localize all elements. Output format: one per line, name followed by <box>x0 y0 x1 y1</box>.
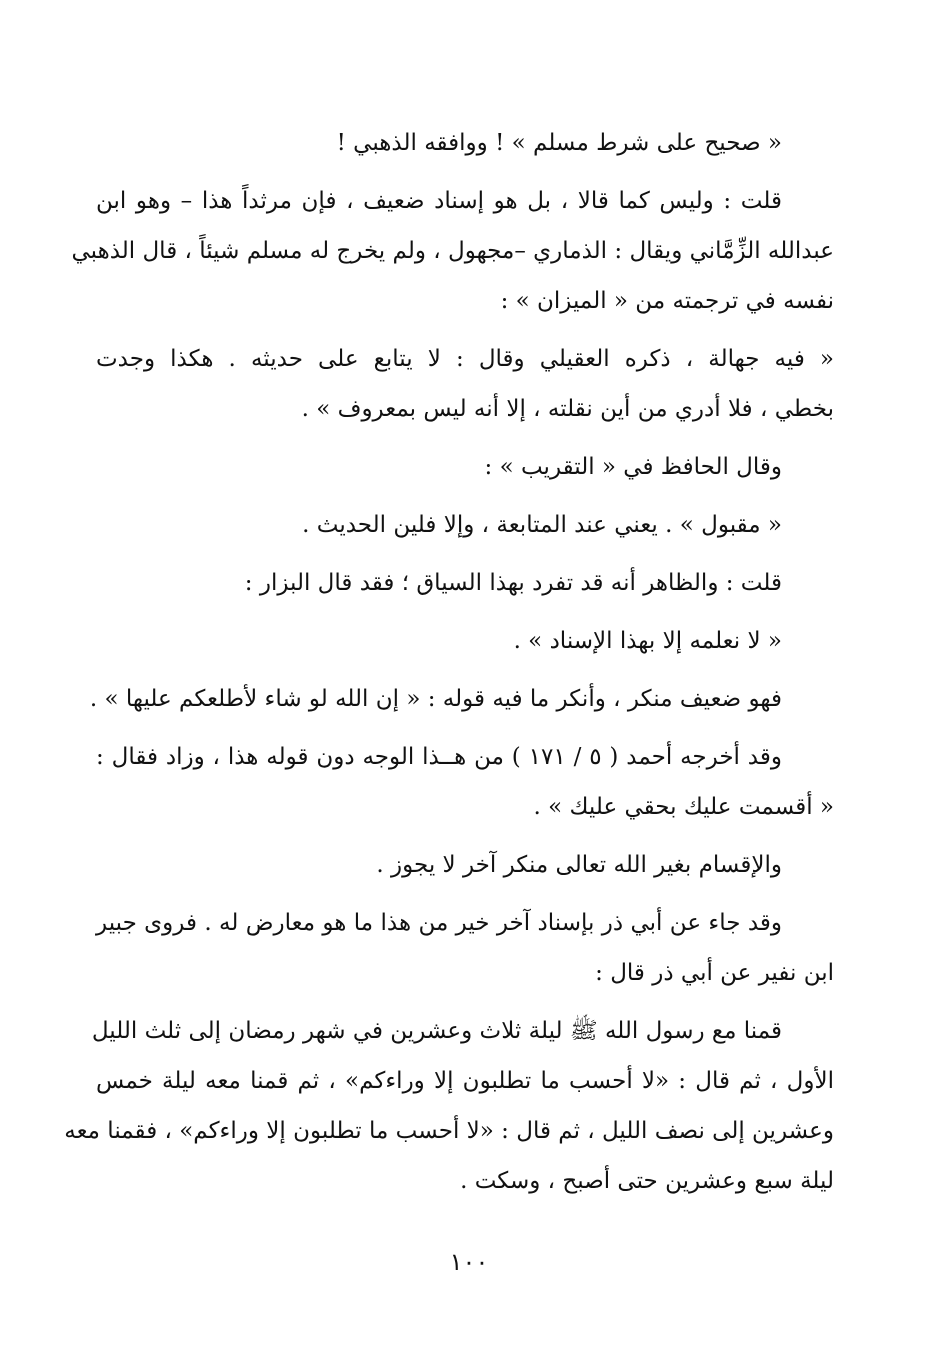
text-line: فهو ضعيف منكر ، وأنكر ما فيه قوله : « إن الله لو شاء لأطلعكم عليها » . <box>89 686 782 712</box>
paragraph <box>96 442 834 492</box>
paragraph <box>96 334 834 434</box>
paragraph <box>96 616 834 666</box>
text-line: ليلة سبع وعشرين حتى أصبح ، وسكت . <box>460 1168 834 1194</box>
paragraph <box>96 118 834 168</box>
text-line: الأول ، ثم قال : «لا أحسب ما تطلبون إلا وراءكم» ، ثم قمنا معه ليلة خمس <box>96 1068 834 1094</box>
paragraph <box>96 558 834 608</box>
text-line: نفسه في ترجمته من « الميزان » : <box>500 288 834 314</box>
text-line: « لا نعلمه إلا بهذا الإسناد » . <box>513 628 782 654</box>
text-line: وقد جاء عن أبي ذر بإسناد آخر خير من هذا ما هو معارض له . فروى جبير <box>96 910 782 936</box>
text-line: وعشرين إلى نصف الليل ، ثم قال : «لا أحسب ما تطلبون إلا وراءكم» ، فقمنا معه <box>64 1118 834 1144</box>
text-line: وقال الحافظ في « التقريب » : <box>484 454 782 480</box>
text-line: والإقسام بغير الله تعالى منكر آخر لا يجوز . <box>376 852 782 878</box>
text-line: « فيه جهالة ، ذكره العقيلي وقال : لا يتابع على حديثه . هكذا وجدت <box>96 346 834 372</box>
paragraph <box>71 176 834 326</box>
paragraph <box>96 732 834 832</box>
text-line: عبدالله الزِّمَّاني ويقال : الذماري –مجهول ، ولم يخرج له مسلم شيئاً ، قال الذهبي <box>71 238 834 264</box>
text-line: قلت : والظاهر أنه قد تفرد بهذا السياق ؛ فقد قال البزار : <box>244 570 782 596</box>
text-line: وقد أخرجه أحمد ( ٥ / ١٧١ ) من هــذا الوجه دون قوله هذا ، وزاد فقال : <box>96 744 782 770</box>
paragraph <box>96 500 834 550</box>
paragraph <box>89 674 834 724</box>
page-number: ١٠٠ <box>449 1248 489 1276</box>
text-line: « صحيح على شرط مسلم » ! ووافقه الذهبي ! <box>336 130 782 156</box>
paragraph <box>96 898 834 998</box>
text-line: « مقبول » . يعني عند المتابعة ، وإلا فلين الحديث . <box>302 512 782 538</box>
text-line: بخطي ، فلا أدري من أين نقلته ، إلا أنه ليس بمعروف » . <box>301 396 834 422</box>
paragraph <box>96 840 834 890</box>
text-line: ابن نفير عن أبي ذر قال : <box>595 960 834 986</box>
text-line: قلت : وليس كما قالا ، بل هو إسناد ضعيف ، فإن مرثداً هذا – وهو ابن <box>96 188 782 214</box>
hadith-paragraph <box>64 1006 834 1206</box>
text-line: « أقسمت عليك بحقي عليك » . <box>533 794 834 820</box>
page-body <box>64 118 834 1214</box>
text-line: قمنا مع رسول الله ﷺ ليلة ثلاث وعشرين في شهر رمضان إلى ثلث الليل <box>91 1018 782 1044</box>
